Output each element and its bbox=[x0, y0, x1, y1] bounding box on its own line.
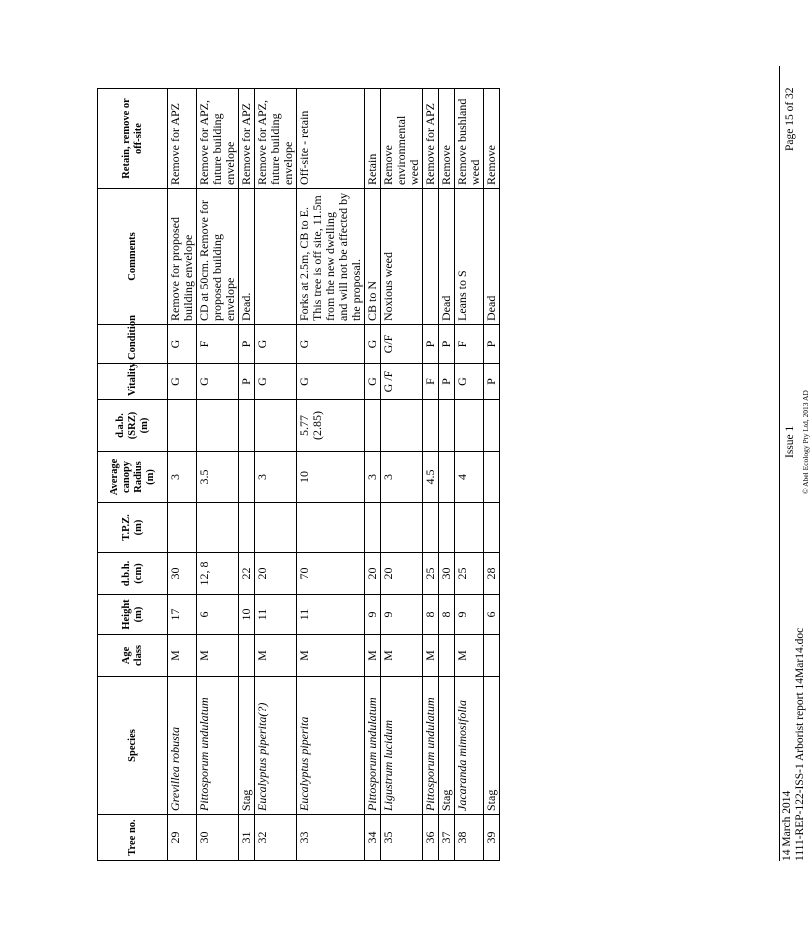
footer-doc-ref: 1111-REP-122-ISS-1 Arborist report 14Mar14.doc bbox=[794, 627, 806, 861]
cell-dbh: 28 bbox=[484, 553, 500, 595]
table-row bbox=[455, 89, 484, 861]
cell-canopy-radius bbox=[239, 452, 255, 503]
cell-dbh: 70 bbox=[297, 553, 365, 595]
header-comments: Comments bbox=[98, 189, 168, 325]
cell-tree-no: 29 bbox=[168, 815, 197, 861]
cell-condition: P bbox=[439, 325, 455, 364]
header-condition: Condition bbox=[98, 325, 168, 364]
cell-srz bbox=[365, 400, 381, 452]
cell-retain: Retain bbox=[365, 89, 381, 189]
cell-retain: Remove bbox=[439, 89, 455, 189]
cell-retain: Remove bbox=[484, 89, 500, 189]
table-row bbox=[484, 89, 500, 861]
cell-vitality: P bbox=[239, 364, 255, 400]
cell-comments bbox=[255, 189, 297, 325]
cell-condition: G/F bbox=[381, 325, 423, 364]
cell-retain: Off-site - retain bbox=[297, 89, 365, 189]
cell-canopy-radius: 4.5 bbox=[423, 452, 439, 503]
cell-comments: CB to N bbox=[365, 189, 381, 325]
cell-species: Grevillea robusta bbox=[168, 677, 197, 815]
cell-height: 6 bbox=[484, 595, 500, 635]
cell-dbh: 20 bbox=[381, 553, 423, 595]
cell-species: Pittosporum undulatum bbox=[423, 677, 439, 815]
cell-vitality: G bbox=[297, 364, 365, 400]
cell-tpz bbox=[439, 503, 455, 553]
cell-tree-no: 32 bbox=[255, 815, 297, 861]
cell-retain: Remove for APZ bbox=[239, 89, 255, 189]
cell-age-class: M bbox=[365, 635, 381, 677]
cell-comments: Leans to S bbox=[455, 189, 484, 325]
cell-retain: Remove for APZ, future building envelope bbox=[197, 89, 239, 189]
cell-species: Pittosporum undulatum bbox=[197, 677, 239, 815]
footer-issue: Issue 1 bbox=[784, 425, 796, 458]
cell-tpz bbox=[484, 503, 500, 553]
cell-condition: G bbox=[255, 325, 297, 364]
cell-tree-no: 31 bbox=[239, 815, 255, 861]
cell-canopy-radius: 3 bbox=[381, 452, 423, 503]
table-row bbox=[381, 89, 423, 861]
cell-tree-no: 37 bbox=[439, 815, 455, 861]
cell-canopy-radius: 3 bbox=[255, 452, 297, 503]
cell-age-class bbox=[484, 635, 500, 677]
cell-height: 10 bbox=[239, 595, 255, 635]
cell-comments: Dead bbox=[484, 189, 500, 325]
cell-tpz bbox=[381, 503, 423, 553]
cell-vitality: F bbox=[423, 364, 439, 400]
table-row bbox=[239, 89, 255, 861]
cell-dbh: 25 bbox=[423, 553, 439, 595]
cell-srz bbox=[168, 400, 197, 452]
cell-srz bbox=[455, 400, 484, 452]
cell-tree-no: 39 bbox=[484, 815, 500, 861]
cell-age-class bbox=[239, 635, 255, 677]
table-row bbox=[168, 89, 197, 861]
cell-tpz bbox=[297, 503, 365, 553]
cell-comments bbox=[423, 189, 439, 325]
cell-height: 17 bbox=[168, 595, 197, 635]
cell-canopy-radius: 4 bbox=[455, 452, 484, 503]
cell-srz bbox=[239, 400, 255, 452]
cell-dbh: 30 bbox=[168, 553, 197, 595]
cell-height: 11 bbox=[297, 595, 365, 635]
header-height: Height (m) bbox=[98, 595, 168, 635]
cell-comments: Noxious weed bbox=[381, 189, 423, 325]
cell-vitality: G bbox=[365, 364, 381, 400]
cell-age-class: M bbox=[423, 635, 439, 677]
cell-height: 9 bbox=[381, 595, 423, 635]
cell-height: 11 bbox=[255, 595, 297, 635]
cell-tpz bbox=[168, 503, 197, 553]
cell-tree-no: 36 bbox=[423, 815, 439, 861]
cell-height: 9 bbox=[365, 595, 381, 635]
cell-retain: Remove for APZ, future building envelope bbox=[255, 89, 297, 189]
header-tpz: T.P.Z. (m) bbox=[98, 503, 168, 553]
cell-srz: 5.77 (2.85) bbox=[297, 400, 365, 452]
cell-comments: Remove for proposed building envelope bbox=[168, 189, 197, 325]
cell-species: Stag bbox=[239, 677, 255, 815]
table-row bbox=[365, 89, 381, 861]
cell-tree-no: 34 bbox=[365, 815, 381, 861]
header-age-class: Age class bbox=[98, 635, 168, 677]
cell-retain: Remove for APZ bbox=[168, 89, 197, 189]
cell-height: 6 bbox=[197, 595, 239, 635]
header-species: Species bbox=[98, 677, 168, 815]
footer-rule bbox=[779, 66, 780, 861]
cell-condition: F bbox=[197, 325, 239, 364]
cell-retain: Remove for APZ bbox=[423, 89, 439, 189]
cell-srz bbox=[197, 400, 239, 452]
cell-canopy-radius bbox=[484, 452, 500, 503]
cell-canopy-radius: 3.5 bbox=[197, 452, 239, 503]
cell-age-class: M bbox=[255, 635, 297, 677]
cell-height: 8 bbox=[439, 595, 455, 635]
cell-tree-no: 38 bbox=[455, 815, 484, 861]
cell-condition: F bbox=[455, 325, 484, 364]
cell-canopy-radius: 3 bbox=[168, 452, 197, 503]
table-row bbox=[197, 89, 239, 861]
cell-retain: Remove environmental weed bbox=[381, 89, 423, 189]
cell-condition: G bbox=[365, 325, 381, 364]
cell-dbh: 20 bbox=[365, 553, 381, 595]
cell-vitality: P bbox=[484, 364, 500, 400]
cell-vitality: G bbox=[255, 364, 297, 400]
cell-age-class: M bbox=[197, 635, 239, 677]
cell-tree-no: 33 bbox=[297, 815, 365, 861]
cell-tree-no: 30 bbox=[197, 815, 239, 861]
table-row bbox=[255, 89, 297, 861]
cell-tpz bbox=[255, 503, 297, 553]
cell-srz bbox=[255, 400, 297, 452]
cell-vitality: G /F bbox=[381, 364, 423, 400]
cell-comments: Dead. bbox=[239, 189, 255, 325]
cell-age-class: M bbox=[297, 635, 365, 677]
cell-species: Jacaranda mimosifolia bbox=[455, 677, 484, 815]
header-vitality: Vitality bbox=[98, 364, 168, 400]
cell-srz bbox=[439, 400, 455, 452]
cell-age-class bbox=[439, 635, 455, 677]
cell-dbh: 12, 8 bbox=[197, 553, 239, 595]
table-row bbox=[423, 89, 439, 861]
table-body bbox=[168, 89, 500, 861]
header-dbh: d.b.h. (cm) bbox=[98, 553, 168, 595]
cell-tpz bbox=[455, 503, 484, 553]
cell-canopy-radius bbox=[439, 452, 455, 503]
cell-age-class: M bbox=[168, 635, 197, 677]
footer-copyright: © Abel Ecology Pty Ltd, 2013 AD bbox=[801, 390, 810, 494]
footer-page-number: Page 15 of 32 bbox=[784, 87, 796, 151]
cell-species: Ligustrum lucidum bbox=[381, 677, 423, 815]
cell-tpz bbox=[423, 503, 439, 553]
header-canopy-radius: Average canopy Radius (m) bbox=[98, 452, 168, 503]
header-tree-no: Tree no. bbox=[98, 815, 168, 861]
cell-dbh: 22 bbox=[239, 553, 255, 595]
cell-species: Pittosporum undulatum bbox=[365, 677, 381, 815]
cell-condition: P bbox=[239, 325, 255, 364]
cell-species: Eucalyptus piperita bbox=[297, 677, 365, 815]
cell-retain: Remove bushland weed bbox=[455, 89, 484, 189]
cell-comments: Forks at 2.5m, CB to E. This tree is off site, 11.5m from the new dwelling and will not be affected by the proposal. bbox=[297, 189, 365, 325]
cell-species: Eucalyptus piperita(?) bbox=[255, 677, 297, 815]
table-header-row bbox=[98, 89, 168, 861]
cell-condition: G bbox=[168, 325, 197, 364]
cell-srz bbox=[484, 400, 500, 452]
cell-height: 8 bbox=[423, 595, 439, 635]
cell-canopy-radius: 3 bbox=[365, 452, 381, 503]
cell-comments: Dead bbox=[439, 189, 455, 325]
tree-assessment-table bbox=[97, 88, 500, 861]
cell-dbh: 30 bbox=[439, 553, 455, 595]
table-row bbox=[439, 89, 455, 861]
cell-tpz bbox=[239, 503, 255, 553]
cell-height: 9 bbox=[455, 595, 484, 635]
cell-canopy-radius: 10 bbox=[297, 452, 365, 503]
cell-age-class: M bbox=[455, 635, 484, 677]
table-row bbox=[297, 89, 365, 861]
cell-vitality: P bbox=[439, 364, 455, 400]
cell-tpz bbox=[365, 503, 381, 553]
cell-condition: P bbox=[484, 325, 500, 364]
cell-species: Stag bbox=[484, 677, 500, 815]
cell-condition: G bbox=[297, 325, 365, 364]
cell-tree-no: 35 bbox=[381, 815, 423, 861]
cell-age-class: M bbox=[381, 635, 423, 677]
cell-vitality: G bbox=[168, 364, 197, 400]
cell-vitality: G bbox=[455, 364, 484, 400]
header-srz: d.a.b. (SRZ) (m) bbox=[98, 400, 168, 452]
cell-condition: P bbox=[423, 325, 439, 364]
cell-dbh: 20 bbox=[255, 553, 297, 595]
cell-species: Stag bbox=[439, 677, 455, 815]
header-retain: Retain, remove or off-site bbox=[98, 89, 168, 189]
cell-vitality: G bbox=[197, 364, 239, 400]
cell-tpz bbox=[197, 503, 239, 553]
footer-date: 14 March 2014 bbox=[781, 790, 793, 861]
cell-srz bbox=[423, 400, 439, 452]
cell-dbh: 25 bbox=[455, 553, 484, 595]
cell-comments: CD at 50cm. Remove for proposed building envelope bbox=[197, 189, 239, 325]
cell-srz bbox=[381, 400, 423, 452]
